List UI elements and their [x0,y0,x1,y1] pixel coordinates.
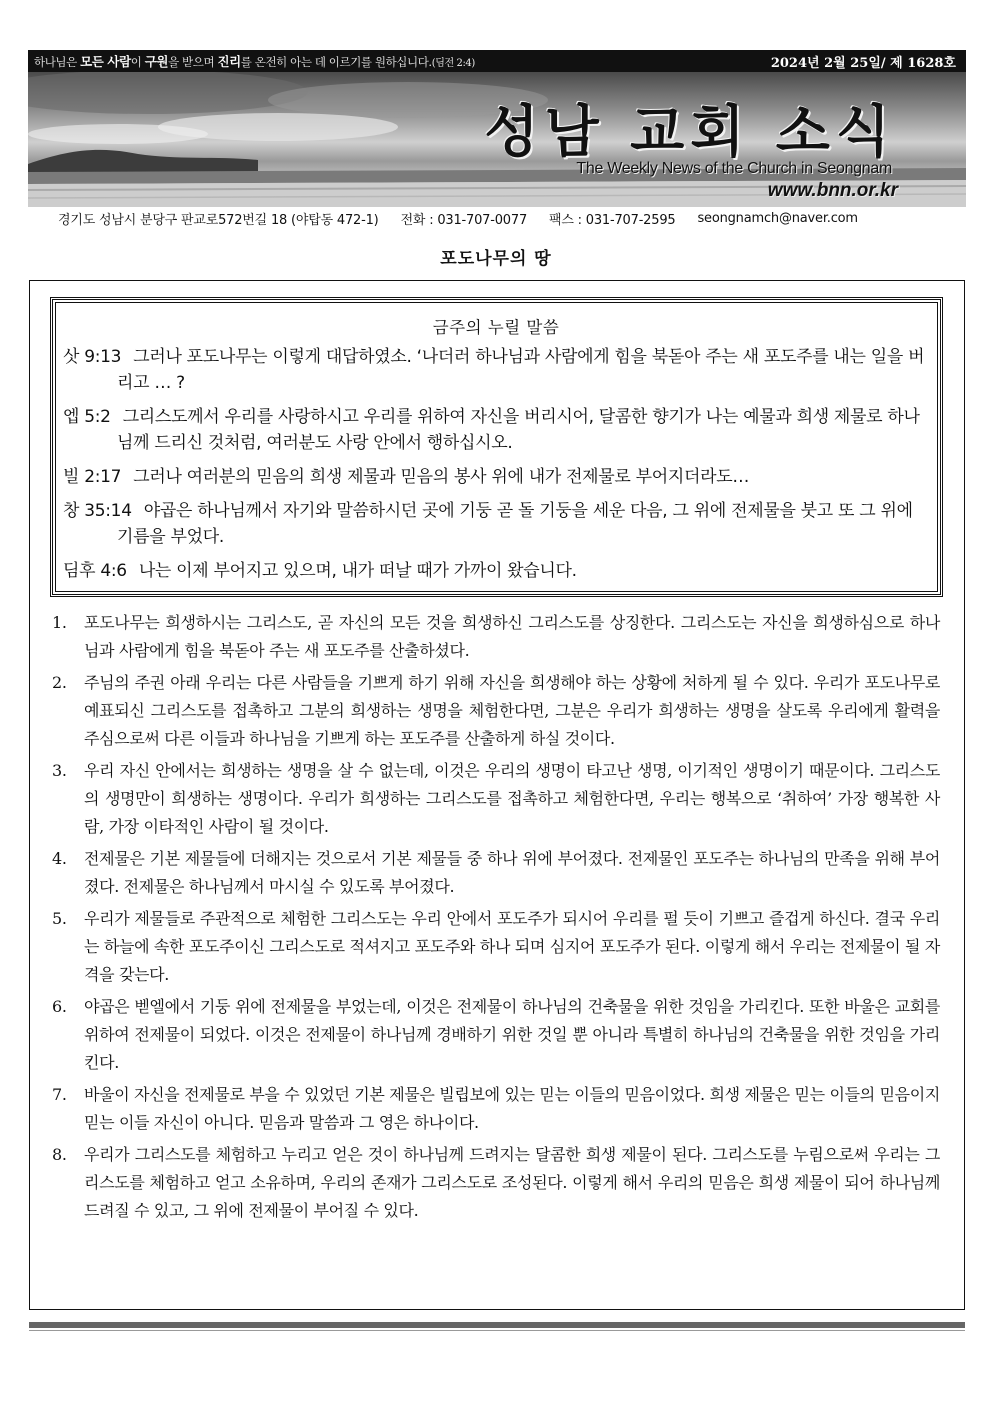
weekly-verses-box [50,297,943,597]
website-url[interactable]: www.bnn.or.kr [767,180,898,201]
verse-ref: 엡 5:2 [63,407,111,427]
point-number: 5. [52,909,67,928]
header-verse [34,52,475,70]
outline-point [52,905,940,989]
issue-date: 2024년 2월 25일/ 제 1628호 [770,55,956,71]
point-number: 1. [52,613,67,632]
point-text: 우리가 제물들로 주관적으로 체험한 그리스도는 우리 안에서 포도주가 되시어 우리를 펄 듯이 기쁘고 즐겁게 하신다. 결국 우리는 하늘에 속한 포도주이신 그리스도로 적셔지고 포도주와 하나 되며 심지어 포도주가 된다. 이렇게 해서 우리는 전제물이 될 자격을 갖는다. [84,909,940,984]
verse-item [63,344,929,396]
verse-ref: 빌 2:17 [63,467,122,487]
verse-ref: 창 35:14 [63,501,132,521]
header-verse-text: 이 [130,55,145,69]
footer-divider [29,1322,965,1328]
verse-item [63,498,929,550]
point-number: 8. [52,1145,67,1164]
header-verse-text: 를 온전히 아는 데 이르기를 원하십니다. [240,55,432,69]
verse-text: 그러나 여러분의 믿음의 희생 제물과 믿음의 봉사 위에 내가 전제물로 부어지더라도… [133,467,750,487]
outline-point [52,1081,940,1137]
point-text: 포도나무는 희생하시는 그리스도, 곧 자신의 모든 것을 희생하신 그리스도를 상징한다. 그리스도는 자신을 희생하심으로 하나님과 사람에게 힘을 북돋아 주는 새 포도주를 산출하셨다. [84,613,940,660]
header-verse-emph: 구원 [144,54,169,69]
header-verse-emph: 진리 [217,54,241,69]
outline-point [52,845,940,901]
outline-point [52,1141,940,1225]
email-address[interactable]: seongnamch@naver.com [697,210,858,226]
verse-text: 그러나 포도나무는 이렇게 대답하였소. ‘나더러 하나님과 사람에게 힘을 북돋아 주는 새 포도주를 내는 일을 버리고 … ? [117,347,925,393]
point-text: 전제물은 기본 제물들에 더해지는 것으로서 기본 제물들 중 하나 위에 부어졌다. 전제물인 포도주는 하나님의 만족을 위해 부어졌다. 전제물은 하나님께서 마시실 수 있도록 부어졌다. [84,849,940,896]
verse-item [63,464,929,490]
header-strip [28,50,966,72]
church-address: 경기도 성남시 분당구 판교로572번길 18 (야탑동 472-1) [58,212,379,228]
newsletter-subtitle: The Weekly News of the Church in Seongnam [576,160,892,177]
verse-item [63,404,929,456]
header-verse-ref: (딤전 2:4) [431,58,475,69]
point-text: 바울이 자신을 전제물로 부을 수 있었던 기본 제물은 빌립보에 있는 믿는 이들의 믿음이었다. 희생 제물은 믿는 이들의 믿음이지 믿는 이들 자신이 아니다. 믿음과 말씀과 그 영은 하나이다. [84,1085,940,1132]
masthead-banner [28,72,966,207]
verses-title: 금주의 누릴 말씀 [432,318,560,337]
outline-point [52,993,940,1077]
point-number: 7. [52,1085,67,1104]
outline-point [52,609,940,665]
header-verse-text: 하나님은 [34,55,81,69]
contact-line [28,208,966,228]
verse-text: 야곱은 하나님께서 자기와 말씀하시던 곳에 기둥 곧 돌 기둥을 세운 다음, 그 위에 전제물을 붓고 또 그 위에 기름을 부었다. [117,501,913,547]
fax-number: 팩스 : 031-707-2595 [549,212,676,228]
outline-point [52,669,940,753]
point-number: 4. [52,849,67,868]
footer-rule [29,1330,965,1331]
verse-text: 나는 이제 부어지고 있으며, 내가 떠날 때가 가까이 왔습니다. [138,561,577,581]
point-text: 우리가 그리스도를 체험하고 누리고 얻은 것이 하나님께 드려지는 달콤한 희생 제물이 된다. 그리스도를 누림으로써 우리는 그리스도를 체험하고 얻고 소유하며, 우리의 존재가 그리스도로 조성된다. 이렇게 해서 우리의 믿음은 희생 제물이 되어 하나님께 드려질 수 있고, 그 위에 전제물이 부어질 수 있다. [84,1145,940,1220]
header-verse-emph: 모든 사람 [80,54,131,69]
point-text: 우리 자신 안에서는 희생하는 생명을 살 수 없는데, 이것은 우리의 생명이 타고난 생명, 이기적인 생명이기 때문이다. 그리스도의 생명만이 희생하는 생명이다. 우리가 희생하는 그리스도를 접촉하고 체험한다면, 우리는 행복으로 ‘취하여’ 가장 행복한 사람, 가장 이타적인 사람이 될 것이다. [84,761,940,836]
phone-number: 전화 : 031-707-0077 [400,212,528,228]
point-number: 2. [52,673,67,692]
newsletter-title: 성남 교회 소식 [484,100,896,165]
point-number: 6. [52,997,67,1016]
verse-item [63,558,929,584]
verse-ref: 딤후 4:6 [63,561,127,581]
verse-ref: 삿 9:13 [63,347,122,367]
outline-points [52,609,940,1229]
outline-point [52,757,940,841]
header-verse-text: 을 받으며 [168,55,218,69]
point-text: 주님의 주권 아래 우리는 다른 사람들을 기쁘게 하기 위해 자신을 희생해야 하는 상황에 처하게 될 수 있다. 우리가 포도나무로 예표되신 그리스도를 접촉하고 그분의 희생하는 생명을 체험한다면, 그분은 우리가 희생하는 생명을 살도록 우리에게 활력을 주심으로써 다른 이들과 하나님을 기쁘게 하는 포도주를 산출하게 하실 것이다. [84,673,940,748]
page-title: 포도나무의 땅 [440,249,552,269]
verse-text: 그리스도께서 우리를 사랑하시고 우리를 위하여 자신을 버리시어, 달콤한 향기가 나는 예물과 희생 제물로 하나님께 드리신 것처럼, 여러분도 사랑 안에서 행하십시오. [117,407,920,453]
point-number: 3. [52,761,67,780]
point-text: 야곱은 벧엘에서 기둥 위에 전제물을 부었는데, 이것은 전제물이 하나님의 건축물을 위한 것임을 가리킨다. 또한 바울은 교회를 위하여 전제물이 되었다. 이것은 전제물이 하나님께 경배하기 위한 것일 뿐 아니라 특별히 하나님의 건축물을 위한 것임을 가리킨다. [84,997,940,1072]
